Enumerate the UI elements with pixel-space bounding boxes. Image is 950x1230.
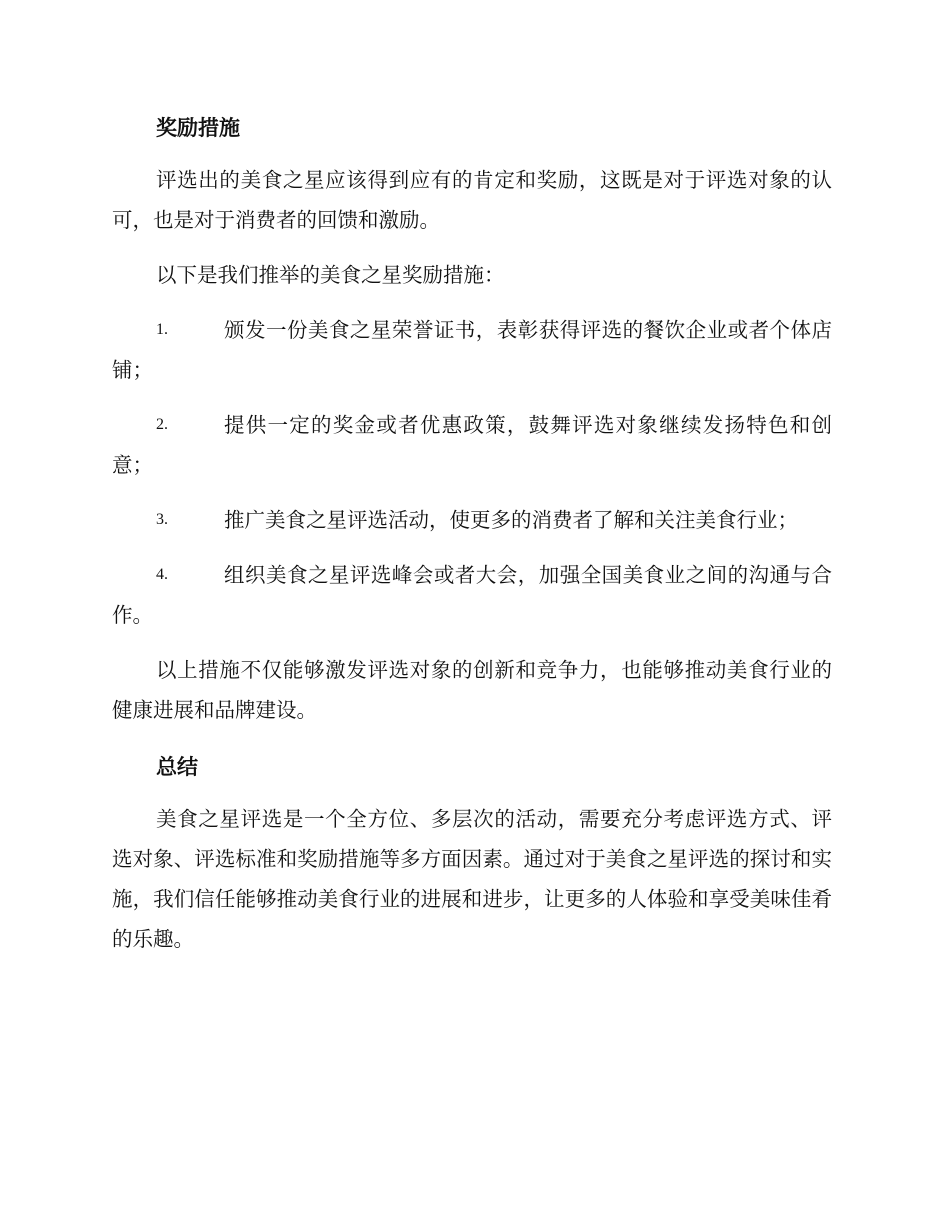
list-number: 3. xyxy=(156,511,168,528)
section-heading-summary: 总结 xyxy=(156,755,198,779)
paragraph-rewards-conclusion: 以上措施不仅能够激发评选对象的创新和竞争力，也能够推动美食行业的健康进展和品牌建设。 xyxy=(112,658,832,722)
section-heading-rewards: 奖励措施 xyxy=(156,116,240,140)
document-body xyxy=(112,108,832,974)
list-number: 4. xyxy=(156,566,168,583)
list-item-text: 组织美食之星评选峰会或者大会，加强全国美食业之间的沟通与合作。 xyxy=(112,563,832,627)
paragraph-rewards-lead: 以下是我们推举的美食之星奖励措施： xyxy=(156,263,505,287)
list-item xyxy=(112,310,832,390)
list-number: 1. xyxy=(156,321,168,338)
paragraph-rewards-intro: 评选出的美食之星应该得到应有的肯定和奖励，这既是对于评选对象的认可，也是对于消费者的回馈和激励。 xyxy=(112,168,832,232)
list-item xyxy=(112,500,832,540)
list-item xyxy=(112,555,832,635)
list-item-text: 颁发一份美食之星荣誉证书，表彰获得评选的餐饮企业或者个体店铺； xyxy=(112,318,832,382)
list-number: 2. xyxy=(156,416,168,433)
paragraph-summary: 美食之星评选是一个全方位、多层次的活动，需要充分考虑评选方式、评选对象、评选标准和奖励措施等多方面因素。通过对于美食之星评选的探讨和实施，我们信任能够推动美食行业的进展和进步，让更多的人体验和享受美味佳肴的乐趣。 xyxy=(112,807,832,951)
list-item-text: 提供一定的奖金或者优惠政策，鼓舞评选对象继续发扬特色和创意； xyxy=(112,413,832,477)
list-item-text: 推广美食之星评选活动，使更多的消费者了解和关注美食行业； xyxy=(224,508,798,532)
list-item xyxy=(112,405,832,485)
